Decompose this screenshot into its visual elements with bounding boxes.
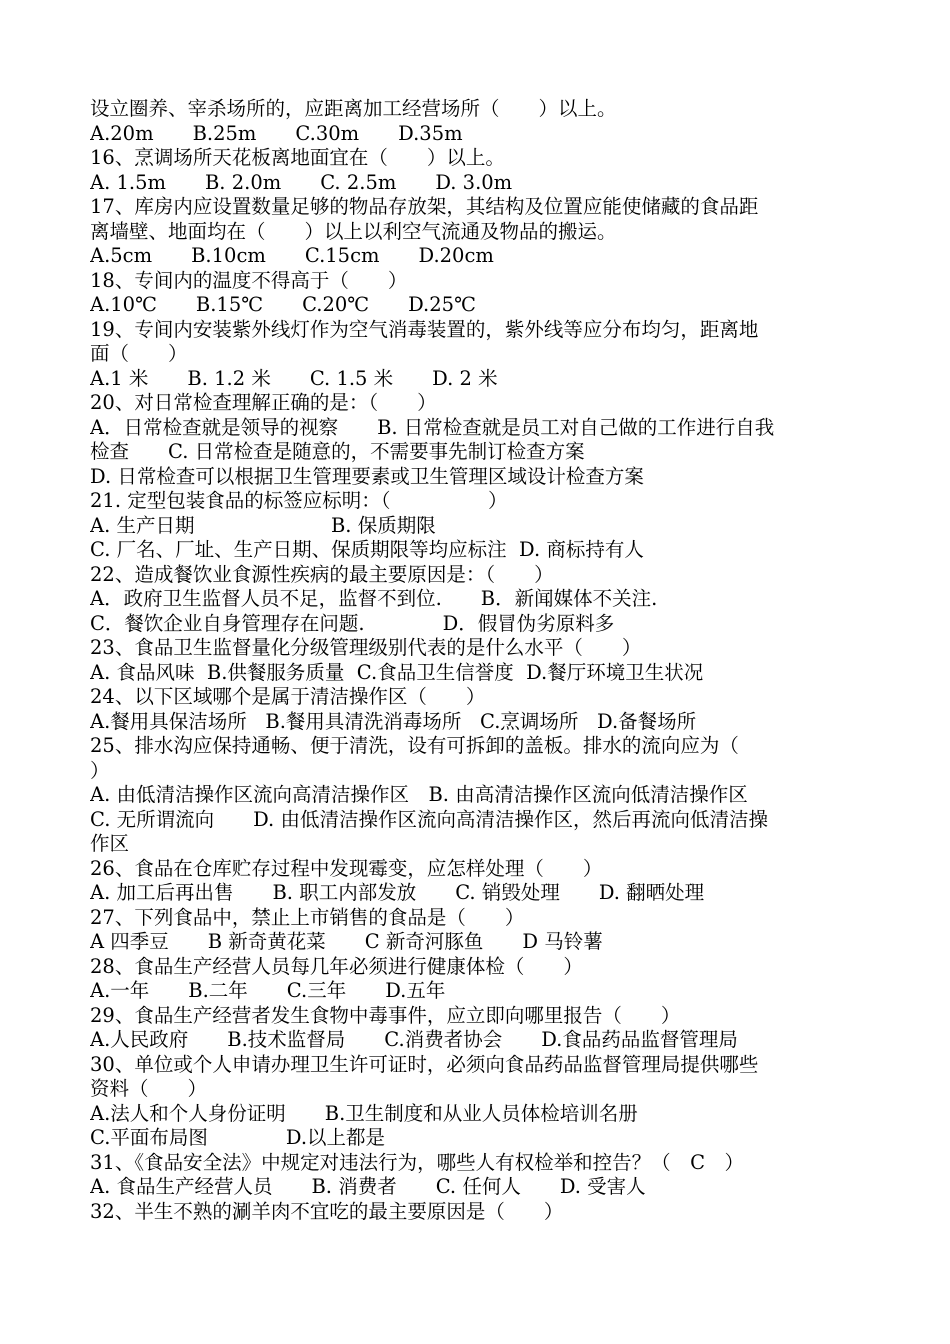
answer-options: A.10℃ B.15℃ C.20℃ D.25℃ xyxy=(90,293,476,316)
answer-options: C. 厂名、厂址、生产日期、保质期限等均应标注 D. 商标持有人 xyxy=(90,538,644,561)
question-16: 16、烹调场所天花板离地面宜在（ ）以上。 xyxy=(90,146,505,169)
text-line: ） xyxy=(90,758,110,782)
answer-options: A.5cm B.10cm C.15cm D.20cm xyxy=(90,244,494,267)
answer-options: C．餐饮企业自身管理存在问题. D．假冒伪劣原料多 xyxy=(90,611,615,635)
question-22: 22、造成餐饮业食源性疾病的最主要原因是：（ ） xyxy=(90,562,554,586)
question-30: 30、单位或个人申请办理卫生许可证时，必须向食品药品监督管理局提供哪些 xyxy=(90,1052,759,1076)
question-31: 31、《食品安全法》中规定对违法行为，哪些人有权检举和控告？（ C ） xyxy=(90,1150,744,1174)
question-18: 18、专间内的温度不得高于（ ） xyxy=(90,268,408,292)
text-line: 面（ ） xyxy=(90,342,188,365)
question-26: 26、食品在仓库贮存过程中发现霉变，应怎样处理（ ） xyxy=(90,856,603,880)
answer-options: A. 生产日期 B. 保质期限 xyxy=(90,513,436,537)
answer-options: A．日常检查就是领导的视察 B. 日常检查就是员工对自己做的工作进行自我 xyxy=(90,415,775,439)
answer-options: A.1 米 B. 1.2 米 C. 1.5 米 D. 2 米 xyxy=(90,366,498,390)
answer-options: A．政府卫生监督人员不足，监督不到位. B．新闻媒体不关注. xyxy=(90,587,658,610)
text-line: 设立圈养、宰杀场所的，应距离加工经营场所（ ）以上。 xyxy=(90,97,617,120)
question-21: 21. 定型包装食品的标签应标明：（ ） xyxy=(90,489,508,512)
question-17: 17、库房内应设置数量足够的物品存放架，其结构及位置应能使储藏的食品距 xyxy=(90,195,759,218)
answer-options: A 四季豆 B 新奇黄花菜 C 新奇河豚鱼 D 马铃薯 xyxy=(90,930,603,953)
question-23: 23、食品卫生监督量化分级管理级别代表的是什么水平（ ） xyxy=(90,636,642,659)
question-27: 27、下列食品中，禁止上市销售的食品是（ ） xyxy=(90,905,525,929)
answer-options: C. 无所谓流向 D. 由低清洁操作区流向高清洁操作区，然后再流向低清洁操 xyxy=(90,807,768,831)
question-29: 29、食品生产经营者发生食物中毒事件，应立即向哪里报告（ ） xyxy=(90,1003,681,1027)
answer-options: A.20m B.25m C.30m D.35m xyxy=(90,121,463,145)
answer-options: A. 食品生产经营人员 B. 消费者 C. 任何人 D. 受害人 xyxy=(90,1175,646,1198)
answer-options: A.一年 B.二年 C.三年 D.五年 xyxy=(90,979,446,1002)
answer-options: 作区 xyxy=(90,832,130,855)
answer-options: D. 日常检查可以根据卫生管理要素或卫生管理区域设计检查方案 xyxy=(90,464,644,488)
answer-options: A.法人和个人身份证明 B.卫生制度和从业人员体检培训名册 xyxy=(90,1101,638,1125)
question-20: 20、对日常检查理解正确的是：（ ） xyxy=(90,391,437,414)
text-line: 资料（ ） xyxy=(90,1077,208,1100)
question-28: 28、食品生产经营人员每几年必须进行健康体检（ ） xyxy=(90,954,583,978)
question-25: 25、排水沟应保持通畅、便于清洗，设有可拆卸的盖板。排水的流向应为（ xyxy=(90,734,739,757)
answer-options: A. 加工后再出售 B. 职工内部发放 C. 销毁处理 D. 翻晒处理 xyxy=(90,881,705,904)
document-page xyxy=(90,97,865,1224)
question-24: 24、以下区域哪个是属于清洁操作区（ ） xyxy=(90,685,486,708)
answer-options: A.餐用具保洁场所 B.餐用具清洗消毒场所 C.烹调场所 D.备餐场所 xyxy=(90,709,697,733)
answer-options: A. 1.5m B. 2.0m C. 2.5m D. 3.0m xyxy=(90,170,513,194)
answer-options: A. 由低清洁操作区流向高清洁操作区 B. 由高清洁操作区流向低清洁操作区 xyxy=(90,783,748,806)
answer-options: A. 食品风味 B.供餐服务质量 C.食品卫生信誉度 D.餐厅环境卫生状况 xyxy=(90,660,704,684)
answer-options: A.人民政府 B.技术监督局 C.消费者协会 D.食品药品监督管理局 xyxy=(90,1028,738,1051)
text-line: 离墙壁、地面均在（ ）以上以利空气流通及物品的搬运。 xyxy=(90,219,617,243)
question-19: 19、专间内安装紫外线灯作为空气消毒装置的，紫外线等应分布均匀，距离地 xyxy=(90,317,759,341)
answer-options: C.平面布局图 D.以上都是 xyxy=(90,1126,386,1149)
question-32: 32、半生不熟的涮羊肉不宜吃的最主要原因是（ ） xyxy=(90,1199,564,1223)
answer-options: 检查 C. 日常检查是随意的，不需要事先制订检查方案 xyxy=(90,440,585,463)
